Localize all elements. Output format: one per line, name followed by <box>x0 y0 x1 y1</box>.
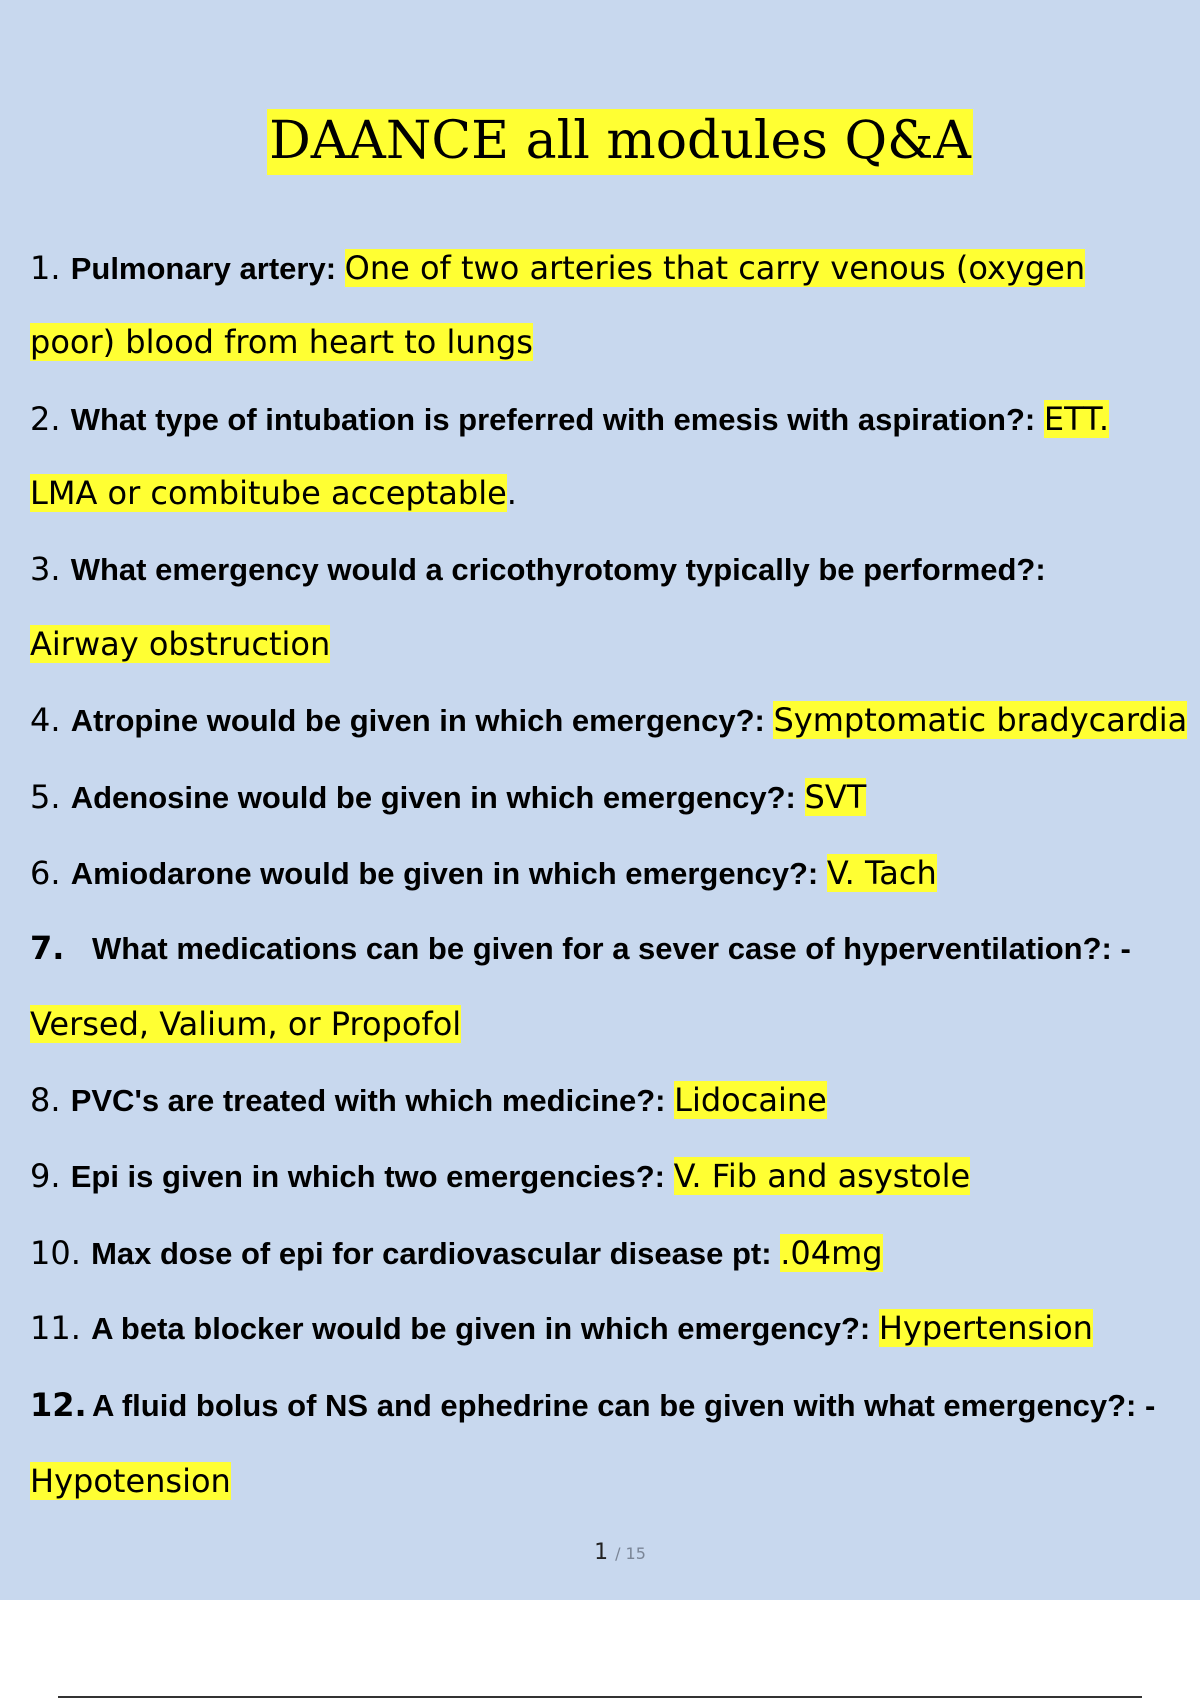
qa-item-1-cont <box>30 322 533 362</box>
question-text: Amiodarone would be given in which emergency?: <box>70 856 827 891</box>
qa-item-2 <box>30 399 1109 440</box>
answer-text-continued: Airway obstruction <box>30 625 331 663</box>
answer-text: .04mg <box>780 1234 883 1272</box>
item-number: 9. <box>30 1157 61 1195</box>
item-number: 5. <box>30 778 61 816</box>
question-text: What type of intubation is preferred with emesis with aspiration?: <box>70 402 1044 437</box>
page-current: 1 <box>594 1540 609 1565</box>
qa-item-7 <box>30 928 1131 969</box>
answer-text: Symptomatic bradycardia <box>773 701 1188 739</box>
item-number: 11. <box>30 1309 81 1347</box>
trailing-period: . <box>506 474 517 512</box>
qa-item-4 <box>30 700 1187 741</box>
question-text: What emergency would a cricothyrotomy typically be performed?: <box>70 552 1046 587</box>
question-text: What medications can be given for a sever case of hyperventilation?: - <box>92 931 1131 966</box>
item-number: 12. <box>30 1386 87 1424</box>
item-number: 4. <box>30 701 61 739</box>
page-total: / 15 <box>615 1544 646 1563</box>
document-title: DAANCE all modules Q&A <box>267 109 973 175</box>
answer-text: Hypertension <box>878 1309 1093 1347</box>
qa-item-1 <box>30 248 1085 289</box>
item-number: 7. <box>30 929 65 967</box>
item-number: 10. <box>30 1234 81 1272</box>
answer-text: SVT <box>804 778 867 816</box>
question-text: Max dose of epi for cardiovascular disease pt: <box>91 1236 781 1271</box>
question-text: A fluid bolus of NS and ephedrine can be given with what emergency?: - <box>92 1388 1156 1423</box>
qa-item-3 <box>30 549 1046 590</box>
item-number: 8. <box>30 1081 61 1119</box>
qa-item-12-cont <box>30 1461 231 1501</box>
answer-text: One of two arteries that carry venous (oxygen <box>344 249 1086 287</box>
answer-text: ETT. <box>1043 400 1109 438</box>
qa-item-2-cont <box>30 473 517 513</box>
question-text: A beta blocker would be given in which emergency?: <box>91 1311 879 1346</box>
item-number: 6. <box>30 854 61 892</box>
item-number: 1. <box>30 249 61 287</box>
answer-text-continued: LMA or combitube acceptable <box>30 474 507 512</box>
qa-item-9 <box>30 1156 970 1197</box>
item-number: 2. <box>30 400 61 438</box>
title-container <box>0 110 1200 172</box>
answer-text: V. Fib and asystole <box>673 1157 971 1195</box>
qa-item-6 <box>30 853 937 894</box>
answer-text-continued: Hypotension <box>30 1462 231 1500</box>
answer-text: Lidocaine <box>674 1081 827 1119</box>
question-text: Atropine would be given in which emergency?: <box>70 703 774 738</box>
qa-item-5 <box>30 777 866 818</box>
next-page-divider <box>58 1696 1142 1698</box>
qa-item-12 <box>30 1385 1155 1426</box>
qa-item-11 <box>30 1308 1093 1349</box>
qa-item-7-cont <box>30 1004 461 1044</box>
item-number: 3. <box>30 550 61 588</box>
answer-text-continued: Versed, Valium, or Propofol <box>30 1005 462 1043</box>
question-text: Pulmonary artery: <box>70 251 345 286</box>
qa-item-3-cont <box>30 624 330 664</box>
question-text: Epi is given in which two emergencies?: <box>70 1159 674 1194</box>
qa-item-8 <box>30 1080 827 1121</box>
page-indicator <box>0 1540 1200 1565</box>
qa-item-10 <box>30 1233 883 1274</box>
answer-text-continued: poor) blood from heart to lungs <box>30 323 533 361</box>
question-text: Adenosine would be given in which emergency?: <box>70 780 805 815</box>
answer-text: V. Tach <box>826 854 937 892</box>
question-text: PVC's are treated with which medicine?: <box>70 1083 675 1118</box>
